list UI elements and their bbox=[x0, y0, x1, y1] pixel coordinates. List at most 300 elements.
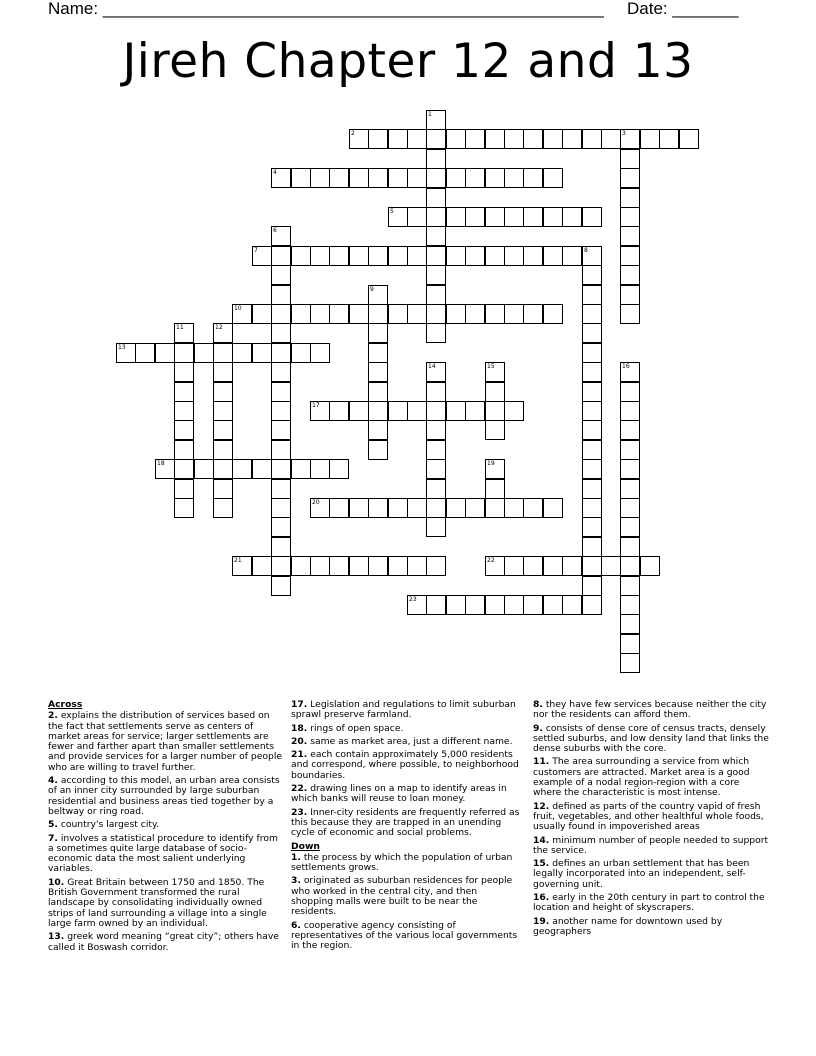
grid-cell[interactable] bbox=[523, 207, 543, 227]
grid-cell[interactable] bbox=[291, 246, 311, 266]
clue-number: 12 bbox=[215, 324, 223, 331]
clue-number: 15 bbox=[487, 363, 495, 370]
grid-cell[interactable] bbox=[329, 246, 349, 266]
grid-cell[interactable] bbox=[368, 246, 388, 266]
grid-cell[interactable] bbox=[407, 595, 427, 615]
grid-cell[interactable] bbox=[523, 595, 543, 615]
grid-cell[interactable] bbox=[523, 556, 543, 576]
grid-cell[interactable] bbox=[465, 129, 485, 149]
grid-cell[interactable] bbox=[562, 556, 582, 576]
grid-cell[interactable] bbox=[388, 207, 408, 227]
grid-cell[interactable] bbox=[620, 362, 640, 382]
grid-cell[interactable] bbox=[582, 323, 602, 343]
grid-cell[interactable] bbox=[504, 556, 524, 576]
grid-cell[interactable] bbox=[174, 420, 194, 440]
grid-cell[interactable] bbox=[485, 420, 505, 440]
grid-cell[interactable] bbox=[426, 440, 446, 460]
grid-cell[interactable] bbox=[485, 304, 505, 324]
grid-cell[interactable] bbox=[620, 614, 640, 634]
grid-cell[interactable] bbox=[582, 265, 602, 285]
grid-cell[interactable] bbox=[271, 382, 291, 402]
grid-cell[interactable] bbox=[582, 285, 602, 305]
grid-cell[interactable] bbox=[426, 459, 446, 479]
grid-cell[interactable] bbox=[368, 440, 388, 460]
grid-cell[interactable] bbox=[582, 401, 602, 421]
grid-cell[interactable] bbox=[620, 188, 640, 208]
grid-cell[interactable] bbox=[504, 304, 524, 324]
grid-cell[interactable] bbox=[368, 420, 388, 440]
grid-cell[interactable] bbox=[174, 479, 194, 499]
grid-cell[interactable] bbox=[679, 129, 699, 149]
clue-column-3 bbox=[533, 700, 769, 940]
grid-cell[interactable] bbox=[543, 129, 563, 149]
grid-cell[interactable] bbox=[426, 285, 446, 305]
grid-cell[interactable] bbox=[368, 343, 388, 363]
grid-cell[interactable] bbox=[485, 479, 505, 499]
grid-cell[interactable] bbox=[582, 304, 602, 324]
grid-cell[interactable] bbox=[329, 304, 349, 324]
grid-cell[interactable] bbox=[271, 285, 291, 305]
grid-cell[interactable] bbox=[426, 382, 446, 402]
grid-cell[interactable] bbox=[504, 168, 524, 188]
grid-cell[interactable] bbox=[485, 246, 505, 266]
grid-cell[interactable] bbox=[426, 595, 446, 615]
clue-number: 1 bbox=[428, 111, 432, 118]
clue-down-3: 3. originated as suburban residences for people who worked in the central city, and then shopping malls were built to be near the residents. bbox=[291, 875, 513, 918]
grid-cell[interactable] bbox=[620, 246, 640, 266]
clue-down-16: 16. early in the 20th century in part to control the location and height of skyscrapers. bbox=[533, 892, 765, 914]
grid-cell[interactable] bbox=[485, 382, 505, 402]
grid-cell[interactable] bbox=[426, 226, 446, 246]
grid-cell[interactable] bbox=[582, 576, 602, 596]
grid-cell[interactable] bbox=[310, 498, 330, 518]
clue-down-19: 19. another name for downtown used by geographers bbox=[533, 915, 723, 937]
grid-cell[interactable] bbox=[620, 168, 640, 188]
clue-across-21: 21. each contain approximately 5,000 residents and correspond, where possible, to neighborhood boundaries. bbox=[291, 749, 519, 781]
clue-number: 22 bbox=[487, 557, 495, 564]
clue-across-10: 10. Great Britain between 1750 and 1850. The British Government transformed the rural landscape by consolidating individually owned strips of land surrounding a village into a single large farm owned by an individual. bbox=[48, 876, 267, 929]
grid-cell[interactable] bbox=[465, 207, 485, 227]
clue-down-12: 12. defined as parts of the country vapid of fresh fruit, vegetables, and other healthful whole foods, usually found in impoverished areas bbox=[533, 800, 764, 833]
grid-cell[interactable] bbox=[271, 517, 291, 537]
grid-cell[interactable] bbox=[271, 420, 291, 440]
grid-cell[interactable] bbox=[426, 420, 446, 440]
grid-cell[interactable] bbox=[446, 401, 466, 421]
clue-across-18: 18. rings of open space. bbox=[291, 722, 404, 734]
grid-cell[interactable] bbox=[291, 343, 311, 363]
grid-cell[interactable] bbox=[446, 129, 466, 149]
grid-cell[interactable] bbox=[213, 459, 233, 479]
grid-cell[interactable] bbox=[446, 207, 466, 227]
grid-cell[interactable] bbox=[407, 207, 427, 227]
grid-cell[interactable] bbox=[620, 576, 640, 596]
grid-cell[interactable] bbox=[426, 304, 446, 324]
grid-cell[interactable] bbox=[446, 595, 466, 615]
grid-cell[interactable] bbox=[252, 246, 272, 266]
grid-cell[interactable] bbox=[601, 129, 621, 149]
grid-cell[interactable] bbox=[388, 168, 408, 188]
grid-cell[interactable] bbox=[388, 129, 408, 149]
clue-number: 23 bbox=[409, 596, 417, 603]
grid-cell[interactable] bbox=[232, 343, 252, 363]
grid-cell[interactable] bbox=[426, 246, 446, 266]
clue-down-14: 14. minimum number of people needed to support the service. bbox=[533, 834, 769, 856]
grid-cell[interactable] bbox=[194, 459, 214, 479]
grid-cell[interactable] bbox=[582, 440, 602, 460]
grid-cell[interactable] bbox=[620, 459, 640, 479]
grid-cell[interactable] bbox=[620, 556, 640, 576]
grid-cell[interactable] bbox=[368, 382, 388, 402]
grid-cell[interactable] bbox=[329, 401, 349, 421]
grid-cell[interactable] bbox=[562, 129, 582, 149]
grid-cell[interactable] bbox=[135, 343, 155, 363]
grid-cell[interactable] bbox=[252, 459, 272, 479]
grid-cell[interactable] bbox=[116, 343, 136, 363]
grid-cell[interactable] bbox=[213, 362, 233, 382]
grid-cell[interactable] bbox=[407, 168, 427, 188]
grid-cell[interactable] bbox=[426, 207, 446, 227]
grid-cell[interactable] bbox=[271, 401, 291, 421]
across-heading: Across bbox=[48, 699, 83, 710]
grid-cell[interactable] bbox=[291, 459, 311, 479]
clue-down-9: 9. consists of dense core of census tracts, densely settled suburbs, and low density land that links the dense suburbs with the core. bbox=[533, 722, 769, 755]
grid-cell[interactable] bbox=[310, 168, 330, 188]
grid-cell[interactable] bbox=[407, 246, 427, 266]
grid-cell[interactable] bbox=[368, 129, 388, 149]
grid-cell[interactable] bbox=[155, 459, 175, 479]
grid-cell[interactable] bbox=[368, 304, 388, 324]
grid-cell[interactable] bbox=[465, 595, 485, 615]
grid-cell[interactable] bbox=[523, 246, 543, 266]
grid-cell[interactable] bbox=[271, 459, 291, 479]
grid-cell[interactable] bbox=[543, 556, 563, 576]
grid-cell[interactable] bbox=[426, 498, 446, 518]
grid-cell[interactable] bbox=[310, 343, 330, 363]
clue-across-7: 7. involves a statistical procedure to identify from a sometimes quite large database of socio-economic data the most salient underlying variables. bbox=[48, 832, 278, 875]
clue-number: 5 bbox=[390, 208, 394, 215]
grid-cell[interactable] bbox=[271, 576, 291, 596]
grid-cell[interactable] bbox=[465, 246, 485, 266]
grid-cell[interactable] bbox=[582, 362, 602, 382]
grid-cell[interactable] bbox=[582, 517, 602, 537]
name-field[interactable]: Name: _____________________________________________________ bbox=[48, 0, 604, 18]
grid-cell[interactable] bbox=[582, 479, 602, 499]
grid-cell[interactable] bbox=[407, 498, 427, 518]
grid-cell[interactable] bbox=[368, 323, 388, 343]
grid-cell[interactable] bbox=[213, 382, 233, 402]
grid-cell[interactable] bbox=[523, 129, 543, 149]
grid-cell[interactable] bbox=[620, 498, 640, 518]
grid-cell[interactable] bbox=[407, 129, 427, 149]
grid-cell[interactable] bbox=[543, 595, 563, 615]
grid-cell[interactable] bbox=[174, 459, 194, 479]
grid-cell[interactable] bbox=[271, 226, 291, 246]
grid-cell[interactable] bbox=[620, 149, 640, 169]
grid-cell[interactable] bbox=[213, 479, 233, 499]
grid-cell[interactable] bbox=[620, 537, 640, 557]
grid-cell[interactable] bbox=[174, 440, 194, 460]
clue-number: 9 bbox=[370, 286, 374, 293]
grid-cell[interactable] bbox=[426, 168, 446, 188]
grid-cell[interactable] bbox=[271, 537, 291, 557]
grid-cell[interactable] bbox=[485, 459, 505, 479]
grid-cell[interactable] bbox=[388, 246, 408, 266]
grid-cell[interactable] bbox=[523, 498, 543, 518]
grid-cell[interactable] bbox=[504, 207, 524, 227]
grid-cell[interactable] bbox=[620, 226, 640, 246]
clue-number: 17 bbox=[312, 402, 320, 409]
grid-cell[interactable] bbox=[620, 382, 640, 402]
grid-cell[interactable] bbox=[582, 246, 602, 266]
grid-cell[interactable] bbox=[640, 129, 660, 149]
grid-cell[interactable] bbox=[582, 420, 602, 440]
grid-cell[interactable] bbox=[485, 168, 505, 188]
grid-cell[interactable] bbox=[582, 556, 602, 576]
grid-cell[interactable] bbox=[349, 168, 369, 188]
clue-number: 10 bbox=[234, 305, 242, 312]
grid-cell[interactable] bbox=[349, 246, 369, 266]
grid-cell[interactable] bbox=[485, 362, 505, 382]
grid-cell[interactable] bbox=[426, 362, 446, 382]
clue-down-11: 11. The area surrounding a service from which customers are attracted. Market area is a good example of a nodal region-region with a core where the characteristic is most intense. bbox=[533, 756, 750, 799]
grid-cell[interactable] bbox=[504, 246, 524, 266]
grid-cell[interactable] bbox=[368, 498, 388, 518]
clue-column-1 bbox=[48, 700, 284, 956]
grid-cell[interactable] bbox=[582, 382, 602, 402]
grid-cell[interactable] bbox=[213, 343, 233, 363]
grid-cell[interactable] bbox=[252, 304, 272, 324]
grid-cell[interactable] bbox=[485, 595, 505, 615]
grid-cell[interactable] bbox=[426, 149, 446, 169]
grid-cell[interactable] bbox=[310, 304, 330, 324]
grid-cell[interactable] bbox=[174, 323, 194, 343]
grid-cell[interactable] bbox=[582, 129, 602, 149]
grid-cell[interactable] bbox=[582, 207, 602, 227]
grid-cell[interactable] bbox=[620, 401, 640, 421]
clue-number: 4 bbox=[273, 169, 277, 176]
grid-cell[interactable] bbox=[620, 595, 640, 615]
grid-cell[interactable] bbox=[291, 556, 311, 576]
grid-cell[interactable] bbox=[426, 110, 446, 130]
date-field[interactable]: Date: _______ bbox=[627, 0, 739, 18]
grid-cell[interactable] bbox=[485, 401, 505, 421]
grid-cell[interactable] bbox=[271, 304, 291, 324]
grid-cell[interactable] bbox=[426, 129, 446, 149]
grid-cell[interactable] bbox=[620, 207, 640, 227]
grid-cell[interactable] bbox=[465, 498, 485, 518]
clue-number: 2 bbox=[351, 130, 355, 137]
grid-cell[interactable] bbox=[310, 401, 330, 421]
grid-cell[interactable] bbox=[407, 304, 427, 324]
grid-cell[interactable] bbox=[252, 343, 272, 363]
grid-cell[interactable] bbox=[543, 304, 563, 324]
grid-cell[interactable] bbox=[368, 401, 388, 421]
clue-number: 20 bbox=[312, 499, 320, 506]
grid-cell[interactable] bbox=[426, 323, 446, 343]
grid-cell[interactable] bbox=[407, 556, 427, 576]
grid-cell[interactable] bbox=[310, 459, 330, 479]
grid-cell[interactable] bbox=[620, 420, 640, 440]
grid-cell[interactable] bbox=[504, 498, 524, 518]
grid-cell[interactable] bbox=[213, 498, 233, 518]
grid-cell[interactable] bbox=[194, 343, 214, 363]
grid-cell[interactable] bbox=[562, 595, 582, 615]
grid-cell[interactable] bbox=[271, 498, 291, 518]
clue-down-15: 15. defines an urban settlement that has been legally incorporated into an independent, self-governing unit. bbox=[533, 858, 750, 890]
grid-cell[interactable] bbox=[504, 595, 524, 615]
grid-cell[interactable] bbox=[388, 556, 408, 576]
clue-across-5: 5. country's largest city. bbox=[48, 819, 160, 831]
grid-cell[interactable] bbox=[426, 188, 446, 208]
grid-cell[interactable] bbox=[620, 479, 640, 499]
grid-cell[interactable] bbox=[271, 362, 291, 382]
grid-cell[interactable] bbox=[349, 498, 369, 518]
grid-cell[interactable] bbox=[446, 304, 466, 324]
grid-cell[interactable] bbox=[601, 556, 621, 576]
grid-cell[interactable] bbox=[271, 265, 291, 285]
grid-cell[interactable] bbox=[426, 556, 446, 576]
grid-cell[interactable] bbox=[271, 323, 291, 343]
down-heading: Down bbox=[291, 840, 320, 852]
grid-cell[interactable] bbox=[213, 323, 233, 343]
grid-cell[interactable] bbox=[174, 382, 194, 402]
grid-cell[interactable] bbox=[543, 207, 563, 227]
clue-down-1: 1. the process by which the population of urban settlements grows. bbox=[291, 851, 513, 874]
clue-number: 19 bbox=[487, 460, 495, 467]
grid-cell[interactable] bbox=[562, 207, 582, 227]
grid-cell[interactable] bbox=[271, 479, 291, 499]
clue-number: 3 bbox=[622, 130, 626, 137]
grid-cell[interactable] bbox=[582, 343, 602, 363]
grid-cell[interactable] bbox=[485, 207, 505, 227]
grid-cell[interactable] bbox=[213, 401, 233, 421]
grid-cell[interactable] bbox=[174, 498, 194, 518]
clue-number: 6 bbox=[273, 227, 277, 234]
clue-across-22: 22. drawing lines on a map to identify areas in which banks will reuse to loan money. bbox=[291, 783, 507, 805]
grid-cell[interactable] bbox=[485, 129, 505, 149]
grid-cell[interactable] bbox=[349, 401, 369, 421]
grid-cell[interactable] bbox=[504, 401, 524, 421]
grid-cell[interactable] bbox=[329, 556, 349, 576]
clue-number: 18 bbox=[157, 460, 165, 467]
grid-cell[interactable] bbox=[388, 498, 408, 518]
grid-cell[interactable] bbox=[582, 498, 602, 518]
grid-cell[interactable] bbox=[485, 556, 505, 576]
clue-number: 8 bbox=[584, 247, 588, 254]
grid-cell[interactable] bbox=[620, 653, 640, 673]
grid-cell[interactable] bbox=[310, 556, 330, 576]
grid-cell[interactable] bbox=[543, 498, 563, 518]
grid-cell[interactable] bbox=[388, 401, 408, 421]
grid-cell[interactable] bbox=[504, 129, 524, 149]
grid-cell[interactable] bbox=[659, 129, 679, 149]
grid-cell[interactable] bbox=[426, 517, 446, 537]
clue-number: 7 bbox=[254, 247, 258, 254]
grid-cell[interactable] bbox=[620, 517, 640, 537]
grid-cell[interactable] bbox=[174, 343, 194, 363]
clue-number: 21 bbox=[234, 557, 242, 564]
grid-cell[interactable] bbox=[620, 304, 640, 324]
clue-across-4: 4. according to this model, an urban area consists of an inner city surrounded by large suburban residential and business areas tied together by a beltway or ring road. bbox=[48, 775, 280, 817]
grid-cell[interactable] bbox=[582, 537, 602, 557]
clue-across-23: 23. Inner-city residents are frequently referred as this because they are trapped in an unending cycle of economic and social problems. bbox=[291, 806, 520, 839]
grid-cell[interactable] bbox=[523, 168, 543, 188]
clue-number: 16 bbox=[622, 363, 630, 370]
grid-cell[interactable] bbox=[329, 168, 349, 188]
grid-cell[interactable] bbox=[271, 343, 291, 363]
header bbox=[48, 0, 768, 22]
clue-across-13: 13. greek word meaning “great city”; others have called it Boswash corridor. bbox=[48, 931, 279, 953]
grid-cell[interactable] bbox=[368, 285, 388, 305]
grid-cell[interactable] bbox=[271, 556, 291, 576]
clue-down-6: 6. cooperative agency consisting of representatives of the various local governments in the region. bbox=[291, 919, 518, 952]
clue-column-2 bbox=[291, 700, 521, 955]
grid-cell[interactable] bbox=[271, 440, 291, 460]
grid-cell[interactable] bbox=[174, 401, 194, 421]
grid-cell[interactable] bbox=[368, 362, 388, 382]
grid-cell[interactable] bbox=[426, 265, 446, 285]
grid-cell[interactable] bbox=[640, 556, 660, 576]
grid-cell[interactable] bbox=[329, 459, 349, 479]
grid-cell[interactable] bbox=[271, 246, 291, 266]
grid-cell[interactable] bbox=[329, 498, 349, 518]
grid-cell[interactable] bbox=[174, 362, 194, 382]
grid-cell[interactable] bbox=[485, 498, 505, 518]
grid-cell[interactable] bbox=[582, 459, 602, 479]
grid-cell[interactable] bbox=[349, 304, 369, 324]
grid-cell[interactable] bbox=[213, 420, 233, 440]
grid-cell[interactable] bbox=[291, 168, 311, 188]
grid-cell[interactable] bbox=[465, 304, 485, 324]
grid-cell[interactable] bbox=[232, 556, 252, 576]
grid-cell[interactable] bbox=[426, 401, 446, 421]
grid-cell[interactable] bbox=[271, 168, 291, 188]
grid-cell[interactable] bbox=[349, 129, 369, 149]
clue-down-8: 8. they have few services because neither the city nor the residents can afford them. bbox=[533, 699, 767, 721]
grid-cell[interactable] bbox=[368, 168, 388, 188]
grid-cell[interactable] bbox=[213, 440, 233, 460]
grid-cell[interactable] bbox=[562, 246, 582, 266]
grid-cell[interactable] bbox=[543, 246, 563, 266]
grid-cell[interactable] bbox=[620, 129, 640, 149]
clue-across-17: 17. Legislation and regulations to limit suburban sprawl preserve farmland. bbox=[291, 699, 516, 721]
grid-cell[interactable] bbox=[232, 304, 252, 324]
grid-cell[interactable] bbox=[543, 168, 563, 188]
grid-cell[interactable] bbox=[620, 440, 640, 460]
grid-cell[interactable] bbox=[426, 479, 446, 499]
grid-cell[interactable] bbox=[446, 246, 466, 266]
grid-cell[interactable] bbox=[620, 634, 640, 654]
grid-cell[interactable] bbox=[291, 304, 311, 324]
grid-cell[interactable] bbox=[620, 285, 640, 305]
grid-cell[interactable] bbox=[310, 246, 330, 266]
grid-cell[interactable] bbox=[446, 498, 466, 518]
grid-cell[interactable] bbox=[407, 401, 427, 421]
grid-cell[interactable] bbox=[368, 556, 388, 576]
grid-cell[interactable] bbox=[582, 595, 602, 615]
grid-cell[interactable] bbox=[155, 343, 175, 363]
grid-cell[interactable] bbox=[465, 401, 485, 421]
grid-cell[interactable] bbox=[349, 556, 369, 576]
grid-cell[interactable] bbox=[620, 265, 640, 285]
clue-across-2: 2. explains the distribution of services based on the fact that settlements serve as centers of market areas for service; larger settlements are fewer and farther apart than smaller settlements and provide services for a larger number of people who are willing to travel further. bbox=[48, 710, 283, 773]
grid-cell[interactable] bbox=[465, 168, 485, 188]
grid-cell[interactable] bbox=[252, 556, 272, 576]
grid-cell[interactable] bbox=[388, 304, 408, 324]
grid-cell[interactable] bbox=[523, 304, 543, 324]
grid-cell[interactable] bbox=[446, 168, 466, 188]
grid-cell[interactable] bbox=[232, 459, 252, 479]
